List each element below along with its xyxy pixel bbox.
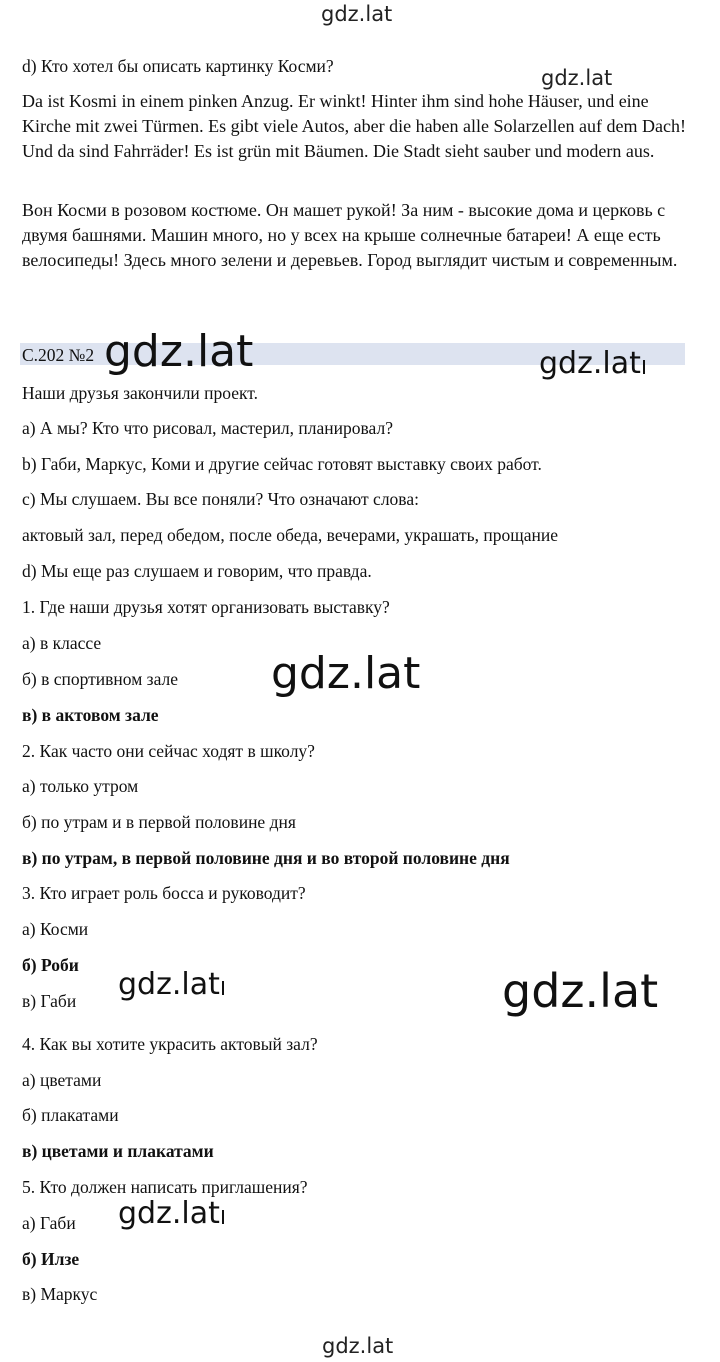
option: а) Косми	[22, 919, 89, 939]
section-line: a) А мы? Кто что рисовал, мастерил, планировал?	[22, 418, 393, 438]
watermark-bottom-left: gdz.lat	[118, 1196, 224, 1231]
option: б) по утрам и в первой половине дня	[22, 812, 296, 832]
watermark-top: gdz.lat	[321, 2, 393, 26]
section-heading: С.202 №2	[22, 345, 95, 365]
question-text: 3. Кто играет роль босса и руководит?	[22, 883, 306, 903]
question-d: d) Кто хотел бы описать картинку Косми?	[22, 56, 334, 76]
watermark-lower-left: gdz.lat	[118, 967, 224, 1002]
section-line: d) Мы еще раз слушаем и говорим, что правда.	[22, 561, 372, 581]
option: в) Габи	[22, 991, 77, 1011]
watermark-footer: gdz.lat	[322, 1334, 394, 1358]
watermark-section-right: gdz.lat	[539, 346, 645, 381]
option: а) цветами	[22, 1070, 102, 1090]
section-line: Наши друзья закончили проект.	[22, 383, 258, 403]
section-line: b) Габи, Маркус, Коми и другие сейчас готовят выставку своих работ.	[22, 454, 542, 474]
watermark-upper-right: gdz.lat	[541, 66, 613, 90]
question-text: 5. Кто должен написать приглашения?	[22, 1177, 308, 1197]
correct-option: в) цветами и плакатами	[22, 1141, 214, 1161]
option: б) в спортивном зале	[22, 669, 178, 689]
watermark-lower-right: gdz.lat	[502, 964, 659, 1018]
correct-option: б) Роби	[22, 955, 79, 975]
option: б) плакатами	[22, 1105, 119, 1125]
option: в) Маркус	[22, 1284, 98, 1304]
option: а) Габи	[22, 1213, 76, 1233]
section-line: c) Мы слушаем. Вы все поняли? Что означают слова:	[22, 489, 419, 509]
option: а) только утром	[22, 776, 139, 796]
russian-paragraph: Вон Косми в розовом костюме. Он машет рукой! За ним - высокие дома и церковь с двумя башнями. Машин много, но у всех на крыше солнечные батареи! А еще есть велосипеды! Здесь много зелени и деревьев. Город выглядит чистым и современным.	[22, 200, 678, 270]
watermark-middle: gdz.lat	[271, 648, 421, 699]
question-text: 4. Как вы хотите украсить актовый зал?	[22, 1034, 318, 1054]
section-line: актовый зал, перед обедом, после обеда, вечерами, украшать, прощание	[22, 525, 558, 545]
correct-option: в) в актовом зале	[22, 705, 159, 725]
question-text: 2. Как часто они сейчас ходят в школу?	[22, 741, 315, 761]
watermark-section-large: gdz.lat	[104, 326, 254, 377]
question-text: 1. Где наши друзья хотят организовать выставку?	[22, 597, 390, 617]
correct-option: б) Илзе	[22, 1249, 80, 1269]
correct-option: в) по утрам, в первой половине дня и во второй половине дня	[22, 848, 510, 868]
german-paragraph: Da ist Kosmi in einem pinken Anzug. Er winkt! Hinter ihm sind hohe Häuser, und eine Kirche mit zwei Türmen. Es gibt viele Autos, aber die haben alle Solarzellen auf dem Dach! Und da sind Fahrräder! Es ist grün mit Bäumen. Die Stadt sieht sauber und modern aus.	[22, 91, 686, 161]
option: а) в классе	[22, 633, 102, 653]
